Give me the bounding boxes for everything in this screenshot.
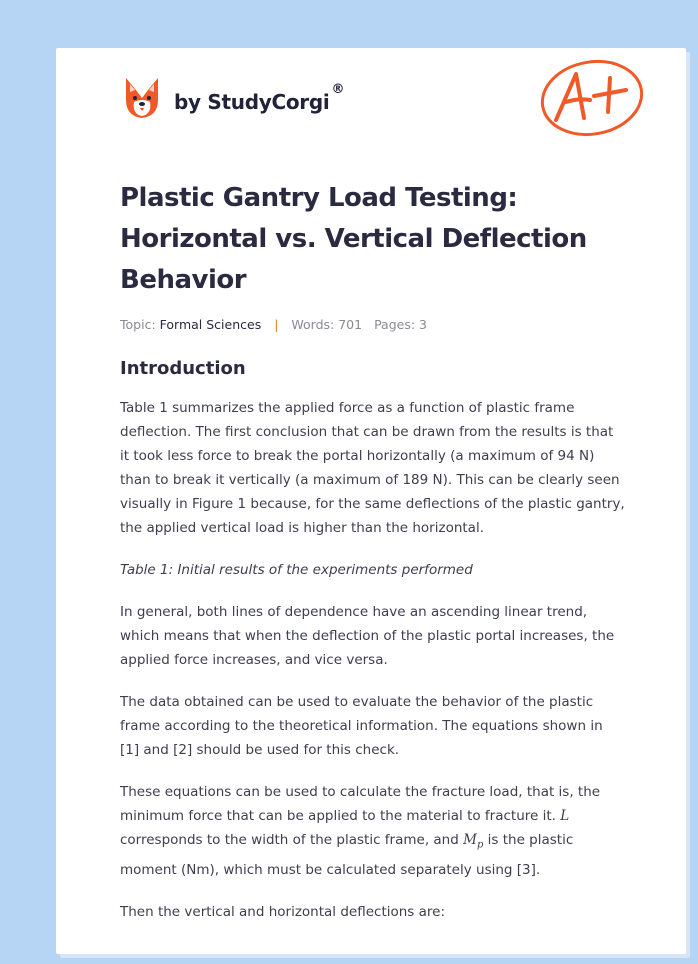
word-count: Words: 701 <box>291 317 363 332</box>
variable-mp-subscript: p <box>476 839 484 851</box>
paragraph-3: The data obtained can be used to evaluate the behavior of the plastic frame according to the theoretical information. The equations shown in [1] and [2] should be used for this check. <box>120 694 603 758</box>
variable-l: L <box>560 808 570 824</box>
topic-label: Topic: <box>120 317 156 332</box>
article-meta <box>120 317 626 332</box>
registered-mark: ® <box>331 82 345 97</box>
variable-mp: $M_p$ <box>463 832 484 851</box>
document-page <box>56 48 686 954</box>
paragraph-2: In general, both lines of dependence have an ascending linear trend, which means that when the deflection of the plastic portal increases, the applied force increases, and vice versa. <box>120 604 615 668</box>
studycorgi-logo[interactable] <box>122 76 344 120</box>
table-caption: Table 1: Initial results of the experiments performed <box>120 562 473 578</box>
meta-separator: | <box>274 317 279 332</box>
paragraph-1: Table 1 summarizes the applied force as a function of plastic frame deflection. The first conclusion that can be drawn from the results is that it took less force to break the portal horizontally (a maximum of 94 N) than to break it vertically (a maximum of 189 N). This can be clearly seen visually in Figure 1 because, for the same deflections of the plastic gantry, the applied vertical load is higher than the horizontal. <box>120 400 625 536</box>
corgi-icon <box>122 76 162 120</box>
section-heading: Introduction <box>120 358 246 379</box>
page-title: Plastic Gantry Load Testing: Horizontal vs. Vertical Deflection Behavior <box>120 183 587 295</box>
page-count: Pages: 3 <box>374 317 427 332</box>
paragraph-4 <box>120 780 626 882</box>
paragraph-4-part-2: corresponds to the width of the plastic frame, and <box>120 832 459 848</box>
article-content <box>120 178 626 942</box>
header <box>56 48 686 168</box>
paragraph-4-part-1: These equations can be used to calculate the fracture load, that is, the minimum force that can be applied to the material to fracture it. <box>120 784 601 824</box>
brand-name: by StudyCorgi® <box>174 82 345 114</box>
a-plus-badge <box>538 58 648 138</box>
paragraph-4-part-3: is the plastic moment (Nm), which must be calculated separately using [3]. <box>120 832 574 878</box>
paragraph-5: Then the vertical and horizontal deflections are: <box>120 903 446 920</box>
topic-link[interactable]: Formal Sciences <box>159 317 262 332</box>
